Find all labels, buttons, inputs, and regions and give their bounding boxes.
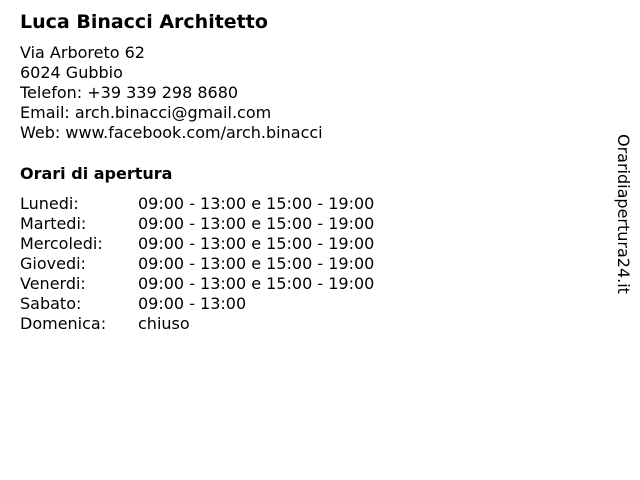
hours-row-monday: [20, 194, 374, 214]
day-hours: 09:00 - 13:00 e 15:00 - 19:00: [138, 214, 375, 233]
business-name: Luca Binacci Architetto: [20, 11, 268, 33]
day-label: Giovedi:: [20, 254, 86, 273]
day-hours: 09:00 - 13:00 e 15:00 - 19:00: [138, 274, 375, 293]
day-hours: 09:00 - 13:00 e 15:00 - 19:00: [138, 194, 375, 213]
hours-row-friday: [20, 274, 374, 294]
day-hours: 09:00 - 13:00 e 15:00 - 19:00: [138, 234, 375, 253]
web-line: Web: www.facebook.com/arch.binacci: [20, 123, 323, 142]
hours-row-tuesday: [20, 214, 374, 234]
email-line: Email: arch.binacci@gmail.com: [20, 103, 272, 122]
day-label: Martedi:: [20, 214, 87, 233]
day-label: Mercoledi:: [20, 234, 103, 253]
day-label: Lunedi:: [20, 194, 79, 213]
day-label: Domenica:: [20, 314, 107, 333]
hours-row-thursday: [20, 254, 374, 274]
site-watermark: Oraridiapertura24.it: [614, 134, 633, 294]
opening-hours-table: [20, 194, 374, 334]
hours-row-sunday: [20, 314, 374, 334]
address-city: 6024 Gubbio: [20, 63, 123, 82]
contact-info: [20, 43, 323, 143]
day-hours: chiuso: [138, 314, 190, 333]
hours-row-saturday: [20, 294, 374, 314]
day-hours: 09:00 - 13:00: [138, 294, 247, 313]
day-hours: 09:00 - 13:00 e 15:00 - 19:00: [138, 254, 375, 273]
day-label: Sabato:: [20, 294, 82, 313]
day-label: Venerdi:: [20, 274, 86, 293]
opening-hours-heading: Orari di apertura: [20, 164, 173, 183]
hours-row-wednesday: [20, 234, 374, 254]
phone-line: Telefon: +39 339 298 8680: [20, 83, 239, 102]
address-street: Via Arboreto 62: [20, 43, 145, 62]
